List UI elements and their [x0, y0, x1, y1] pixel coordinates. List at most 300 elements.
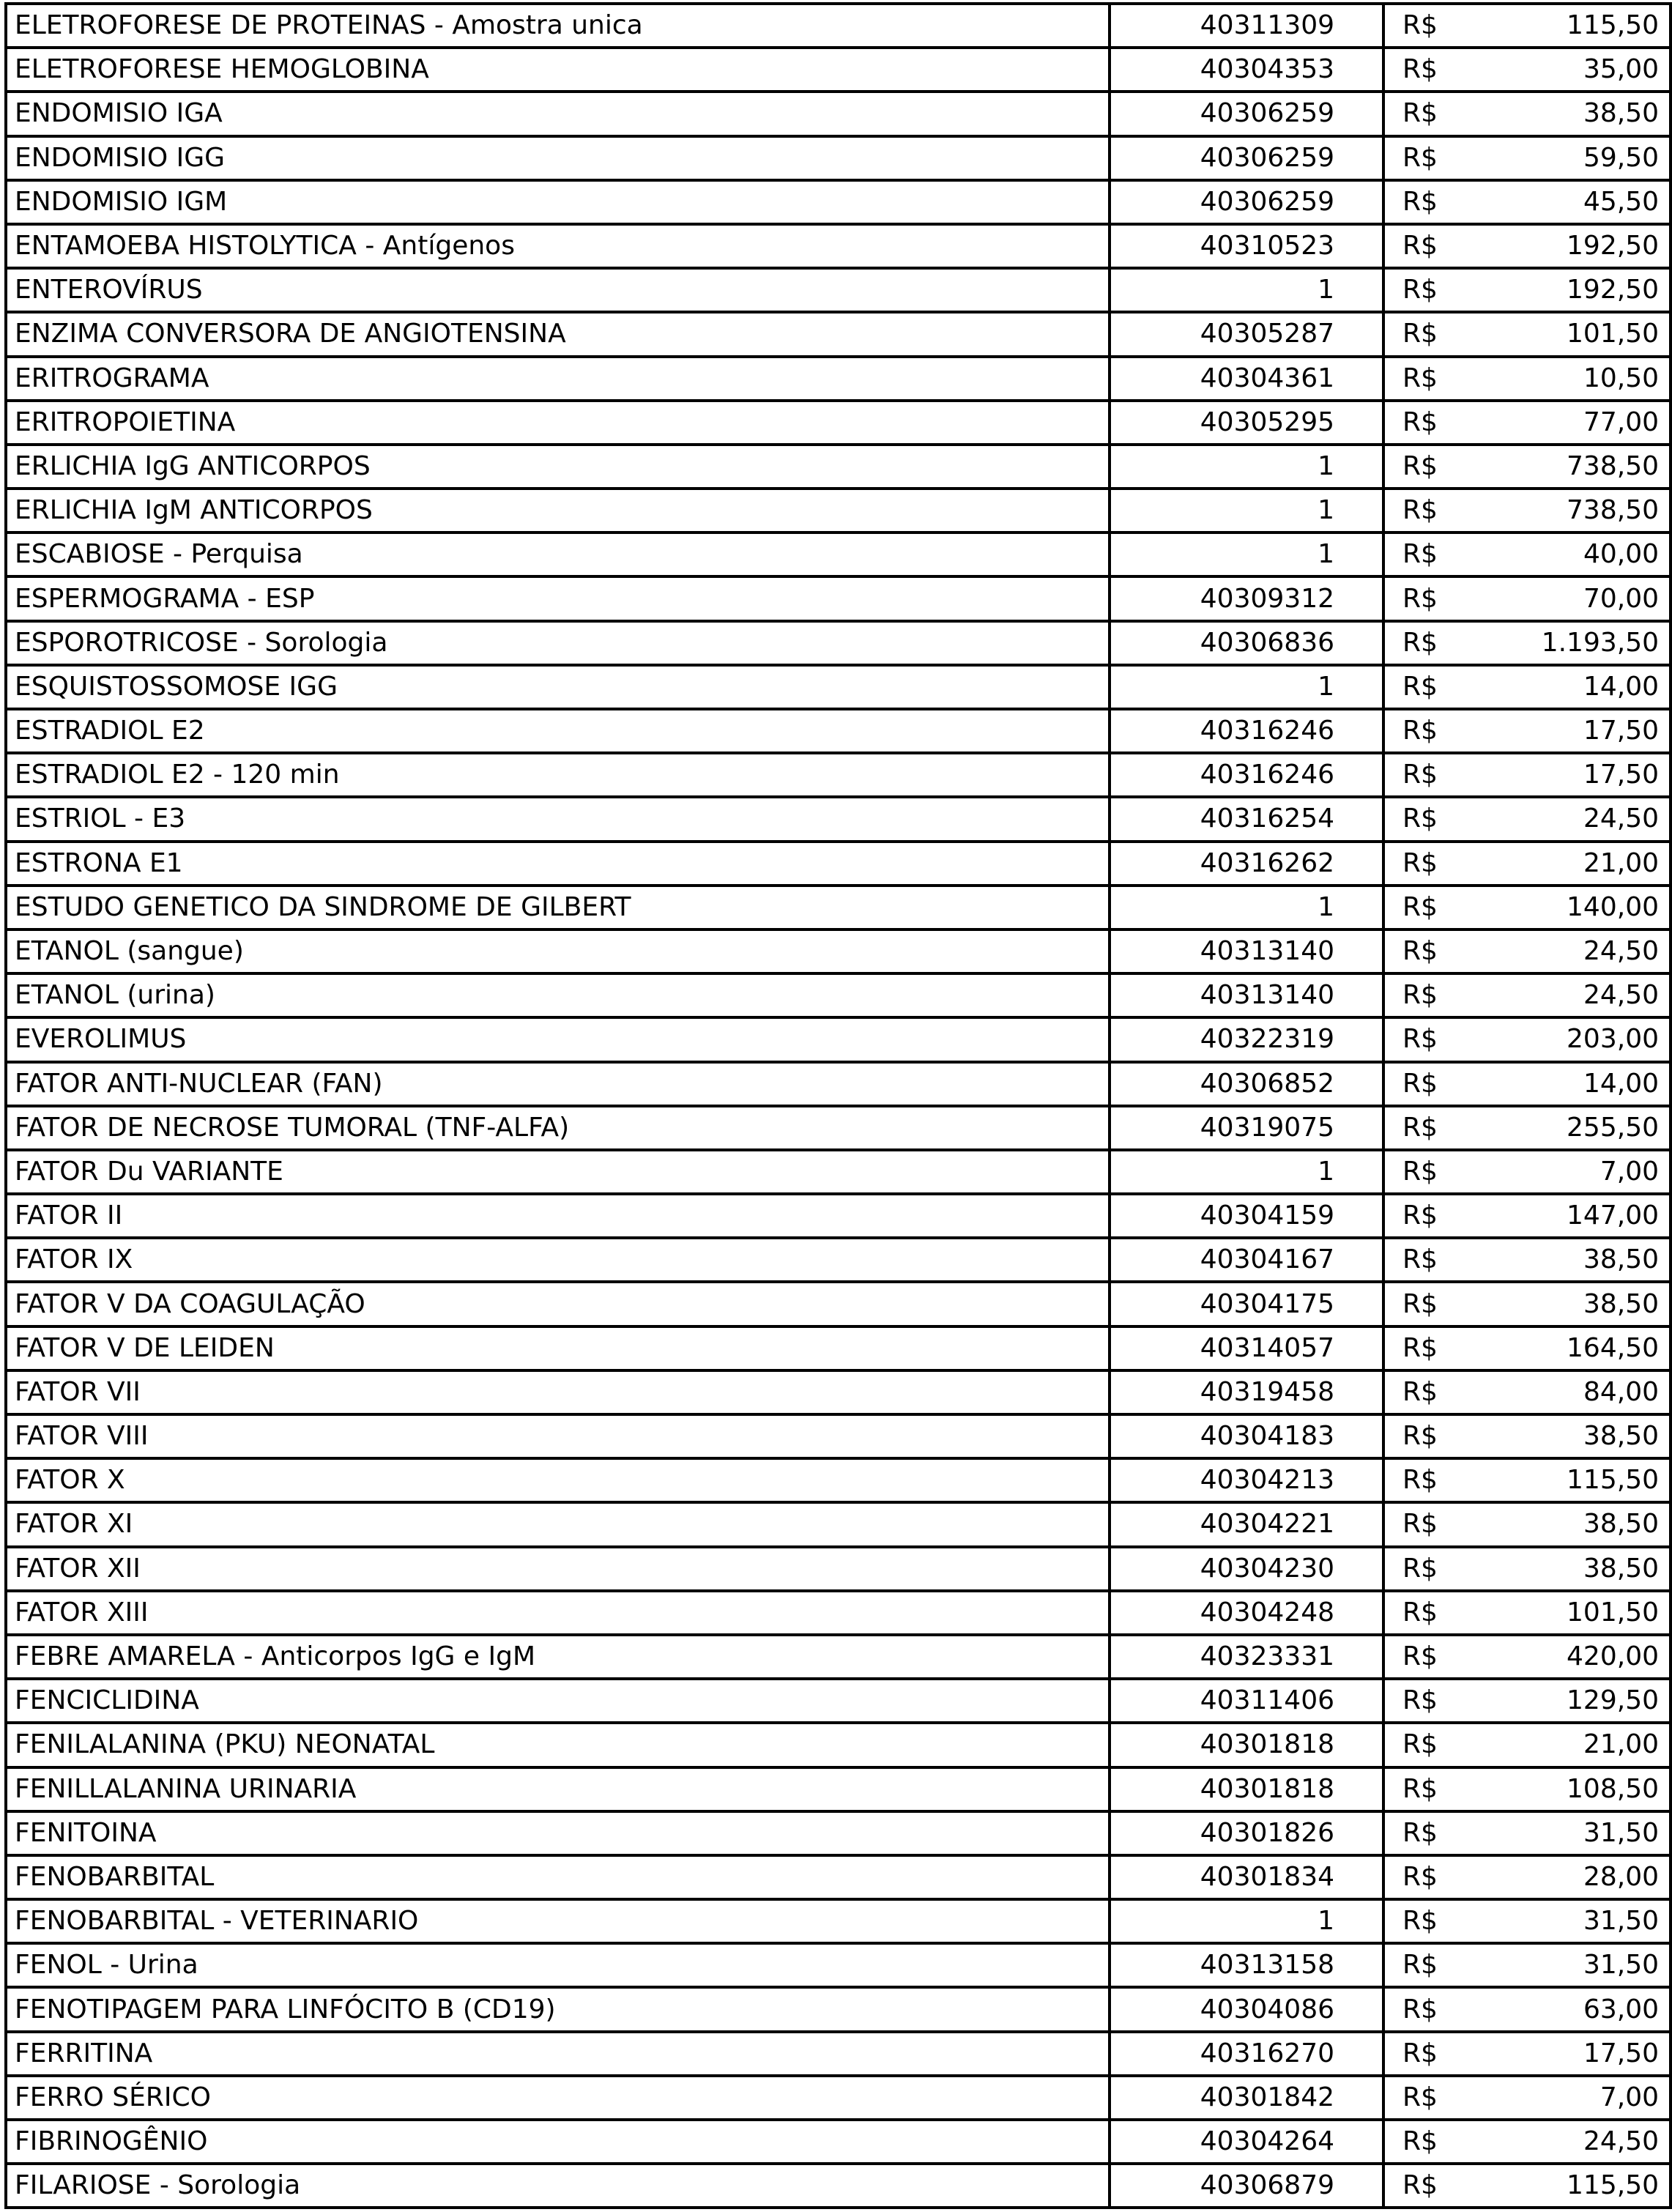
table-row — [6, 1547, 1671, 1591]
exam-price-cell — [1383, 2164, 1671, 2208]
exam-code-cell: 40316262 — [1110, 842, 1383, 886]
exam-price-cell — [1383, 2120, 1671, 2164]
price-value: 38,50 — [1583, 1553, 1659, 1584]
table-row — [6, 1723, 1671, 1767]
table-row — [6, 1106, 1671, 1150]
table-row — [6, 2164, 1671, 2208]
price-value: 45,50 — [1583, 186, 1659, 217]
exam-code-cell: 40309312 — [1110, 576, 1383, 620]
exam-code-cell: 40313140 — [1110, 973, 1383, 1017]
price-value: 115,50 — [1567, 10, 1659, 41]
exam-price-cell — [1383, 1414, 1671, 1458]
currency-symbol: R$ — [1402, 407, 1438, 437]
exam-name-cell: FATOR ANTI-NUCLEAR (FAN) — [6, 1062, 1110, 1106]
exam-code-cell: 40306852 — [1110, 1062, 1383, 1106]
table-row — [6, 2120, 1671, 2164]
currency-symbol: R$ — [1402, 1376, 1438, 1407]
price-value: 38,50 — [1583, 1288, 1659, 1319]
exam-price-cell — [1383, 1767, 1671, 1811]
exam-name-cell: FATOR VII — [6, 1370, 1110, 1414]
currency-symbol: R$ — [1402, 231, 1438, 261]
exam-code-cell: 40306259 — [1110, 92, 1383, 136]
exam-code-cell: 40304248 — [1110, 1591, 1383, 1635]
table-row — [6, 1238, 1671, 1282]
currency-symbol: R$ — [1402, 495, 1438, 526]
price-value: 70,00 — [1583, 583, 1659, 614]
currency-symbol: R$ — [1402, 1156, 1438, 1187]
exam-code-cell: 40304264 — [1110, 2120, 1383, 2164]
exam-code-cell: 40323331 — [1110, 1635, 1383, 1679]
currency-symbol: R$ — [1402, 1861, 1438, 1892]
exam-price-cell — [1383, 1194, 1671, 1238]
exam-price-cell — [1383, 1723, 1671, 1767]
price-table — [4, 2, 1672, 2209]
price-value: 59,50 — [1583, 142, 1659, 173]
exam-code-cell: 40316254 — [1110, 797, 1383, 841]
exam-name-cell: FATOR XIII — [6, 1591, 1110, 1635]
price-value: 31,50 — [1583, 1906, 1659, 1937]
exam-name-cell: ESPOROTRICOSE - Sorologia — [6, 621, 1110, 665]
exam-code-cell: 40313140 — [1110, 929, 1383, 973]
table-row — [6, 180, 1671, 224]
exam-code-cell: 40311309 — [1110, 4, 1383, 48]
exam-price-cell — [1383, 445, 1671, 489]
price-value: 101,50 — [1567, 1597, 1659, 1628]
exam-price-cell — [1383, 92, 1671, 136]
table-row — [6, 4, 1671, 48]
table-row — [6, 842, 1671, 886]
table-row — [6, 929, 1671, 973]
exam-price-cell — [1383, 1370, 1671, 1414]
currency-symbol: R$ — [1402, 319, 1438, 349]
exam-code-cell: 40304086 — [1110, 1987, 1383, 2031]
exam-code-cell: 40304221 — [1110, 1502, 1383, 1546]
exam-code-cell: 1 — [1110, 532, 1383, 576]
price-value: 738,50 — [1567, 495, 1659, 526]
price-value: 24,50 — [1583, 980, 1659, 1011]
exam-name-cell: FATOR VIII — [6, 1414, 1110, 1458]
exam-name-cell: FENOBARBITAL — [6, 1855, 1110, 1899]
price-value: 17,50 — [1583, 716, 1659, 746]
price-value: 14,00 — [1583, 671, 1659, 702]
currency-symbol: R$ — [1402, 891, 1438, 922]
price-value: 17,50 — [1583, 760, 1659, 790]
table-row — [6, 1414, 1671, 1458]
exam-name-cell: FENITOINA — [6, 1811, 1110, 1855]
currency-symbol: R$ — [1402, 1244, 1438, 1275]
price-value: 147,00 — [1567, 1200, 1659, 1231]
exam-name-cell: ENDOMISIO IGA — [6, 92, 1110, 136]
exam-price-cell — [1383, 929, 1671, 973]
exam-code-cell: 40310523 — [1110, 224, 1383, 268]
exam-code-cell: 40311406 — [1110, 1679, 1383, 1723]
exam-code-cell: 40304361 — [1110, 357, 1383, 401]
price-value: 31,50 — [1583, 1950, 1659, 1981]
currency-symbol: R$ — [1402, 1288, 1438, 1319]
currency-symbol: R$ — [1402, 2082, 1438, 2112]
exam-price-cell — [1383, 753, 1671, 797]
table-row — [6, 1150, 1671, 1194]
exam-price-cell — [1383, 1943, 1671, 1987]
table-row — [6, 445, 1671, 489]
exam-price-cell — [1383, 1326, 1671, 1370]
currency-symbol: R$ — [1402, 450, 1438, 481]
exam-name-cell: ERLICHIA IgG ANTICORPOS — [6, 445, 1110, 489]
price-value: 140,00 — [1567, 891, 1659, 922]
exam-price-cell — [1383, 1062, 1671, 1106]
exam-price-cell — [1383, 180, 1671, 224]
exam-name-cell: ESTRADIOL E2 — [6, 709, 1110, 753]
exam-price-cell — [1383, 576, 1671, 620]
currency-symbol: R$ — [1402, 54, 1438, 85]
exam-code-cell: 1 — [1110, 886, 1383, 929]
exam-name-cell: ENTAMOEBA HISTOLYTICA - Antígenos — [6, 224, 1110, 268]
currency-symbol: R$ — [1402, 1112, 1438, 1143]
exam-code-cell: 40306259 — [1110, 136, 1383, 180]
price-value: 38,50 — [1583, 1421, 1659, 1452]
currency-symbol: R$ — [1402, 1685, 1438, 1716]
table-row — [6, 1899, 1671, 1943]
currency-symbol: R$ — [1402, 1509, 1438, 1540]
exam-price-cell — [1383, 1238, 1671, 1282]
exam-name-cell: FENOTIPAGEM PARA LINFÓCITO B (CD19) — [6, 1987, 1110, 2031]
table-row — [6, 401, 1671, 445]
currency-symbol: R$ — [1402, 1200, 1438, 1231]
currency-symbol: R$ — [1402, 2170, 1438, 2201]
table-row — [6, 1635, 1671, 1679]
exam-code-cell: 1 — [1110, 489, 1383, 532]
exam-code-cell: 40316246 — [1110, 709, 1383, 753]
price-value: 24,50 — [1583, 936, 1659, 967]
price-value: 77,00 — [1583, 407, 1659, 437]
price-value: 7,00 — [1599, 2082, 1659, 2112]
exam-price-cell — [1383, 1679, 1671, 1723]
exam-code-cell: 40319458 — [1110, 1370, 1383, 1414]
exam-name-cell: ESTRONA E1 — [6, 842, 1110, 886]
price-value: 35,00 — [1583, 54, 1659, 85]
exam-name-cell: FENOBARBITAL - VETERINARIO — [6, 1899, 1110, 1943]
exam-price-cell — [1383, 1547, 1671, 1591]
currency-symbol: R$ — [1402, 671, 1438, 702]
price-value: 31,50 — [1583, 1817, 1659, 1848]
exam-name-cell: FERRO SÉRICO — [6, 2076, 1110, 2120]
table-row — [6, 797, 1671, 841]
exam-name-cell: ESTRADIOL E2 - 120 min — [6, 753, 1110, 797]
price-value: 63,00 — [1583, 1994, 1659, 2024]
price-value: 24,50 — [1583, 2126, 1659, 2157]
exam-code-cell: 40316270 — [1110, 2032, 1383, 2076]
exam-price-cell — [1383, 357, 1671, 401]
exam-name-cell: FATOR XI — [6, 1502, 1110, 1546]
table-row — [6, 1370, 1671, 1414]
exam-name-cell: FENILALANINA (PKU) NEONATAL — [6, 1723, 1110, 1767]
currency-symbol: R$ — [1402, 583, 1438, 614]
table-row — [6, 1194, 1671, 1238]
currency-symbol: R$ — [1402, 1641, 1438, 1672]
exam-name-cell: FATOR Du VARIANTE — [6, 1150, 1110, 1194]
price-value: 164,50 — [1567, 1332, 1659, 1363]
exam-code-cell: 40301842 — [1110, 2076, 1383, 2120]
currency-symbol: R$ — [1402, 275, 1438, 305]
currency-symbol: R$ — [1402, 539, 1438, 570]
exam-name-cell: ENDOMISIO IGM — [6, 180, 1110, 224]
price-value: 84,00 — [1583, 1376, 1659, 1407]
exam-name-cell: ETANOL (sangue) — [6, 929, 1110, 973]
exam-code-cell: 40306259 — [1110, 180, 1383, 224]
exam-code-cell: 40322319 — [1110, 1017, 1383, 1061]
table-row — [6, 1767, 1671, 1811]
price-value: 1.193,50 — [1541, 627, 1659, 658]
exam-price-cell — [1383, 532, 1671, 576]
exam-price-cell — [1383, 886, 1671, 929]
table-row — [6, 1502, 1671, 1546]
exam-code-cell: 40306879 — [1110, 2164, 1383, 2208]
currency-symbol: R$ — [1402, 1421, 1438, 1452]
currency-symbol: R$ — [1402, 1994, 1438, 2024]
exam-price-cell — [1383, 1017, 1671, 1061]
exam-code-cell: 40304183 — [1110, 1414, 1383, 1458]
exam-price-cell — [1383, 1458, 1671, 1502]
exam-name-cell: FATOR X — [6, 1458, 1110, 1502]
currency-symbol: R$ — [1402, 98, 1438, 129]
currency-symbol: R$ — [1402, 1773, 1438, 1804]
currency-symbol: R$ — [1402, 1817, 1438, 1848]
exam-name-cell: ETANOL (urina) — [6, 973, 1110, 1017]
exam-price-cell — [1383, 1591, 1671, 1635]
table-row — [6, 532, 1671, 576]
price-value: 420,00 — [1567, 1641, 1659, 1672]
currency-symbol: R$ — [1402, 1332, 1438, 1363]
exam-price-cell — [1383, 621, 1671, 665]
table-row — [6, 312, 1671, 356]
price-value: 14,00 — [1583, 1068, 1659, 1099]
exam-price-cell — [1383, 136, 1671, 180]
exam-price-cell — [1383, 1635, 1671, 1679]
exam-price-cell — [1383, 1282, 1671, 1326]
exam-code-cell: 40301826 — [1110, 1811, 1383, 1855]
exam-code-cell: 40301818 — [1110, 1767, 1383, 1811]
table-row — [6, 1591, 1671, 1635]
currency-symbol: R$ — [1402, 1597, 1438, 1628]
price-value: 38,50 — [1583, 1509, 1659, 1540]
price-value: 21,00 — [1583, 1729, 1659, 1760]
currency-symbol: R$ — [1402, 1553, 1438, 1584]
table-row — [6, 357, 1671, 401]
price-value: 108,50 — [1567, 1773, 1659, 1804]
exam-price-cell — [1383, 665, 1671, 709]
exam-code-cell: 40306836 — [1110, 621, 1383, 665]
exam-code-cell: 40301818 — [1110, 1723, 1383, 1767]
exam-name-cell: FILARIOSE - Sorologia — [6, 2164, 1110, 2208]
exam-code-cell: 40313158 — [1110, 1943, 1383, 1987]
table-row — [6, 268, 1671, 312]
currency-symbol: R$ — [1402, 1729, 1438, 1760]
price-value: 203,00 — [1567, 1024, 1659, 1055]
price-value: 17,50 — [1583, 2038, 1659, 2068]
table-row — [6, 489, 1671, 532]
table-row — [6, 1017, 1671, 1061]
table-row — [6, 1458, 1671, 1502]
exam-name-cell: FENCICLIDINA — [6, 1679, 1110, 1723]
currency-symbol: R$ — [1402, 2038, 1438, 2068]
currency-symbol: R$ — [1402, 1024, 1438, 1055]
exam-name-cell: FATOR V DA COAGULAÇÃO — [6, 1282, 1110, 1326]
exam-price-cell — [1383, 1811, 1671, 1855]
exam-code-cell: 40319075 — [1110, 1106, 1383, 1150]
exam-price-cell — [1383, 1987, 1671, 2031]
exam-name-cell: ERLICHIA IgM ANTICORPOS — [6, 489, 1110, 532]
table-row — [6, 665, 1671, 709]
exam-code-cell: 1 — [1110, 445, 1383, 489]
exam-code-cell: 1 — [1110, 665, 1383, 709]
exam-name-cell: ESCABIOSE - Perquisa — [6, 532, 1110, 576]
price-value: 101,50 — [1567, 319, 1659, 349]
price-value: 738,50 — [1567, 450, 1659, 481]
exam-name-cell: ERITROPOIETINA — [6, 401, 1110, 445]
exam-name-cell: FATOR XII — [6, 1547, 1110, 1591]
exam-code-cell: 40304230 — [1110, 1547, 1383, 1591]
currency-symbol: R$ — [1402, 760, 1438, 790]
exam-name-cell: EVEROLIMUS — [6, 1017, 1110, 1061]
table-row — [6, 576, 1671, 620]
currency-symbol: R$ — [1402, 2126, 1438, 2157]
price-value: 115,50 — [1567, 2170, 1659, 2201]
exam-code-cell: 40304175 — [1110, 1282, 1383, 1326]
exam-name-cell: ELETROFORESE HEMOGLOBINA — [6, 48, 1110, 92]
price-value: 7,00 — [1599, 1156, 1659, 1187]
table-row — [6, 1062, 1671, 1106]
exam-name-cell: FENILLALANINA URINARIA — [6, 1767, 1110, 1811]
exam-code-cell: 1 — [1110, 268, 1383, 312]
exam-code-cell: 1 — [1110, 1899, 1383, 1943]
price-value: 115,50 — [1567, 1465, 1659, 1496]
exam-price-cell — [1383, 709, 1671, 753]
table-row — [6, 1811, 1671, 1855]
exam-price-cell — [1383, 1150, 1671, 1194]
exam-price-cell — [1383, 797, 1671, 841]
table-row — [6, 973, 1671, 1017]
currency-symbol: R$ — [1402, 936, 1438, 967]
exam-name-cell: ENZIMA CONVERSORA DE ANGIOTENSINA — [6, 312, 1110, 356]
exam-price-cell — [1383, 1106, 1671, 1150]
table-row — [6, 2076, 1671, 2120]
currency-symbol: R$ — [1402, 1906, 1438, 1937]
price-value: 192,50 — [1567, 275, 1659, 305]
exam-price-cell — [1383, 268, 1671, 312]
table-row — [6, 621, 1671, 665]
table-row — [6, 2032, 1671, 2076]
exam-name-cell: ENDOMISIO IGG — [6, 136, 1110, 180]
table-row — [6, 136, 1671, 180]
price-value: 10,50 — [1583, 363, 1659, 393]
table-row — [6, 1282, 1671, 1326]
currency-symbol: R$ — [1402, 980, 1438, 1011]
exam-price-cell — [1383, 4, 1671, 48]
exam-name-cell: FATOR DE NECROSE TUMORAL (TNF-ALFA) — [6, 1106, 1110, 1150]
exam-name-cell: ELETROFORESE DE PROTEINAS - Amostra unica — [6, 4, 1110, 48]
table-row — [6, 48, 1671, 92]
exam-name-cell: ENTEROVÍRUS — [6, 268, 1110, 312]
currency-symbol: R$ — [1402, 363, 1438, 393]
exam-code-cell: 40314057 — [1110, 1326, 1383, 1370]
exam-name-cell: ESQUISTOSSOMOSE IGG — [6, 665, 1110, 709]
exam-price-cell — [1383, 1855, 1671, 1899]
table-row — [6, 1326, 1671, 1370]
exam-name-cell: FATOR V DE LEIDEN — [6, 1326, 1110, 1370]
currency-symbol: R$ — [1402, 803, 1438, 834]
currency-symbol: R$ — [1402, 1465, 1438, 1496]
exam-code-cell: 40304213 — [1110, 1458, 1383, 1502]
exam-name-cell: FEBRE AMARELA - Anticorpos IgG e IgM — [6, 1635, 1110, 1679]
table-row — [6, 224, 1671, 268]
exam-name-cell: ESTRIOL - E3 — [6, 797, 1110, 841]
exam-name-cell: FERRITINA — [6, 2032, 1110, 2076]
exam-code-cell: 40301834 — [1110, 1855, 1383, 1899]
exam-price-cell — [1383, 973, 1671, 1017]
price-value: 129,50 — [1567, 1685, 1659, 1716]
price-value: 255,50 — [1567, 1112, 1659, 1143]
price-table-body — [6, 4, 1671, 2208]
exam-code-cell: 40305287 — [1110, 312, 1383, 356]
price-value: 28,00 — [1583, 1861, 1659, 1892]
table-row — [6, 1679, 1671, 1723]
exam-price-cell — [1383, 312, 1671, 356]
exam-name-cell: ESPERMOGRAMA - ESP — [6, 576, 1110, 620]
price-value: 38,50 — [1583, 1244, 1659, 1275]
price-value: 24,50 — [1583, 803, 1659, 834]
exam-price-cell — [1383, 1899, 1671, 1943]
exam-code-cell: 40304167 — [1110, 1238, 1383, 1282]
exam-name-cell: ESTUDO GENETICO DA SINDROME DE GILBERT — [6, 886, 1110, 929]
table-row — [6, 709, 1671, 753]
table-row — [6, 92, 1671, 136]
currency-symbol: R$ — [1402, 1068, 1438, 1099]
price-value: 21,00 — [1583, 847, 1659, 878]
exam-price-cell — [1383, 224, 1671, 268]
currency-symbol: R$ — [1402, 627, 1438, 658]
currency-symbol: R$ — [1402, 10, 1438, 41]
exam-name-cell: FIBRINOGÊNIO — [6, 2120, 1110, 2164]
price-value: 38,50 — [1583, 98, 1659, 129]
currency-symbol: R$ — [1402, 142, 1438, 173]
exam-code-cell: 40304159 — [1110, 1194, 1383, 1238]
exam-price-cell — [1383, 489, 1671, 532]
currency-symbol: R$ — [1402, 1950, 1438, 1981]
table-row — [6, 1987, 1671, 2031]
exam-code-cell: 40304353 — [1110, 48, 1383, 92]
exam-name-cell: ERITROGRAMA — [6, 357, 1110, 401]
exam-name-cell: FATOR IX — [6, 1238, 1110, 1282]
currency-symbol: R$ — [1402, 716, 1438, 746]
exam-price-cell — [1383, 2076, 1671, 2120]
exam-price-cell — [1383, 842, 1671, 886]
exam-code-cell: 40316246 — [1110, 753, 1383, 797]
exam-code-cell: 40305295 — [1110, 401, 1383, 445]
exam-price-cell — [1383, 401, 1671, 445]
exam-code-cell: 1 — [1110, 1150, 1383, 1194]
table-row — [6, 1943, 1671, 1987]
exam-price-cell — [1383, 2032, 1671, 2076]
table-row — [6, 753, 1671, 797]
currency-symbol: R$ — [1402, 186, 1438, 217]
currency-symbol: R$ — [1402, 847, 1438, 878]
exam-price-cell — [1383, 1502, 1671, 1546]
table-row — [6, 1855, 1671, 1899]
price-value: 192,50 — [1567, 231, 1659, 261]
table-row — [6, 886, 1671, 929]
exam-name-cell: FATOR II — [6, 1194, 1110, 1238]
exam-price-cell — [1383, 48, 1671, 92]
